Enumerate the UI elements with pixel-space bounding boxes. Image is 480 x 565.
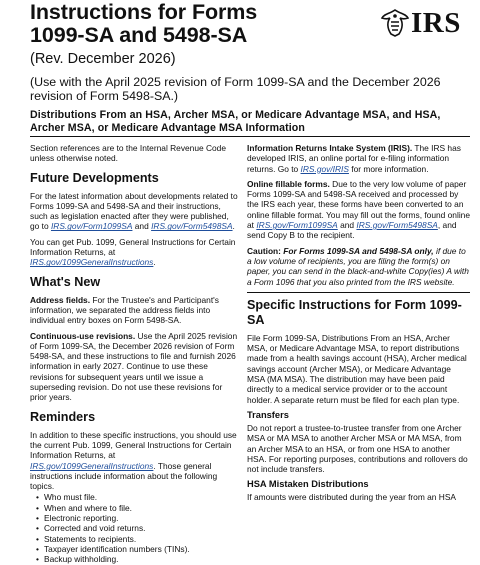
- caution-title: Caution:: [247, 245, 281, 256]
- left-column: [30, 143, 238, 565]
- address-fields-paragraph: [30, 295, 238, 326]
- header-divider: [30, 136, 470, 137]
- address-fields-title: Address fields.: [30, 294, 91, 305]
- iris-paragraph: [247, 143, 470, 174]
- whats-new-heading: What's New: [30, 274, 101, 289]
- reminders-heading: Reminders: [30, 409, 96, 424]
- continuous-use-paragraph: [30, 331, 238, 403]
- list-item: • Corrected and void returns.: [36, 523, 238, 533]
- irs-eagle-icon: [380, 8, 410, 38]
- transfers-paragraph: Do not report a trustee-to-trustee transfer from one Archer MSA or MA MSA to another Archer MSA or MA MSA, from an Archer MSA to an HSA, or from one HSA to another HSA. For reporting purposes, contributions and rollovers do not include transfers.: [247, 422, 468, 475]
- caution-bold: For Forms 1099-SA and 5498-SA only,: [280, 245, 434, 256]
- pub1099-paragraph: [30, 237, 238, 268]
- mistaken-distributions-heading: HSA Mistaken Distributions: [247, 479, 369, 490]
- continuous-use-text: Use the April 2025 revision of Form 1099-SA, the December 2026 revision of Form 5498-SA, and these instructions to file and furnish 2026 information in early 2027. Continue to use these revisions for subsequent years until we issue a superseding revision. Do not use these revisions for prior years.: [30, 330, 238, 403]
- list-item: • Who must file.: [36, 492, 238, 502]
- list-item: • Electronic reporting.: [36, 513, 238, 523]
- fillable-form1099sa-link[interactable]: IRS.gov/Form1099SA: [256, 220, 338, 231]
- section-divider: [247, 292, 470, 293]
- specific-instructions-heading: Specific Instructions for Form 1099-SA: [247, 297, 462, 327]
- iris-text: The IRS has developed IRIS, an online portal for e-filing information returns. Go to: [247, 143, 461, 174]
- iris-end: for more information.: [348, 163, 429, 174]
- fillable-forms-title: Online fillable forms.: [247, 178, 330, 189]
- reminders-text: In addition to these specific instructions, you should use the current Pub. 1099, General Instructions for Certain Information Returns, at: [30, 429, 237, 461]
- caution-paragraph: [247, 246, 470, 287]
- intro-paragraph: Section references are to the Internal Revenue Code unless otherwise noted.: [30, 143, 227, 164]
- future-developments-paragraph: [30, 191, 238, 232]
- reminders-paragraph: [30, 430, 238, 492]
- reminders-end: . Those general instructions include information about the following topics.: [30, 460, 218, 492]
- mistaken-distributions-paragraph: If amounts were distributed during the year from an HSA: [247, 492, 457, 503]
- future-developments-heading: Future Developments: [30, 170, 159, 185]
- fillable-forms-paragraph: [247, 179, 470, 241]
- transfers-heading: Transfers: [247, 409, 289, 420]
- pub1099-end: .: [153, 257, 156, 268]
- future-end: .: [232, 221, 235, 232]
- list-item: • Taxpayer identification numbers (TINs).: [36, 544, 238, 554]
- future-and: and: [132, 221, 152, 232]
- iris-title: Information Returns Intake System (IRIS).: [247, 143, 413, 153]
- continuous-use-title: Continuous-use revisions.: [30, 330, 136, 341]
- document-title-line2: 1099-SA and 5498-SA: [30, 23, 248, 47]
- specific-instructions-paragraph: File Form 1099-SA, Distributions From an HSA, Archer MSA, or Medicare Advantage MSA, to report distributions made from a health savings account (HSA), Archer medical savings account (Archer MSA), or Medicare Advantage MSA (MA MSA). The distribution may have been paid directly to a medical service provider or to the account holder. A separate return must be filed for each plan type.: [247, 332, 467, 405]
- right-column: [247, 143, 470, 508]
- fillable-form5498sa-link[interactable]: IRS.gov/Form5498SA: [356, 220, 438, 231]
- fillable-forms-text: Due to the very low volume of paper Forms 1099-SA and 5498-SA received and processed by the IRS each year, these forms have been converted to an online fillable format. You may fill out the forms, found online at: [247, 178, 470, 231]
- fillable-and: and: [337, 220, 357, 231]
- list-item: • When and where to file.: [36, 503, 238, 513]
- list-item: • Backup withholding.: [36, 554, 238, 564]
- general-instructions-link[interactable]: IRS.gov/1099GeneralInstructions: [30, 257, 154, 268]
- document-subtitle: Distributions From an HSA, Archer MSA, or Medicare Advantage MSA, and HSA, Archer MSA, or Medicare Advantage MSA Information: [30, 109, 441, 134]
- fillable-end: , and send Copy B to the recipient.: [247, 220, 457, 241]
- irs-logo-text: IRS: [411, 7, 461, 39]
- reminders-general-instructions-link[interactable]: IRS.gov/1099GeneralInstructions: [30, 460, 154, 471]
- address-fields-text: For the Trustee's and Participant's information, we separated the address fields into individual entry boxes on Form 5498-SA.: [30, 294, 219, 326]
- revision-date: (Rev. December 2026): [30, 51, 176, 67]
- future-text: For the latest information about developments related to Forms 1099-SA and 5498-SA and their instructions, such as legislation enacted after they were published, go to: [30, 190, 238, 232]
- caution-text: if due to a low volume of recipients, you are filing the form(s) on paper, you can send in the black-and-white Copy(ies) A with a Form 1096 that you also printed from the IRS website.: [247, 245, 469, 287]
- list-item: • Statements to recipients.: [36, 534, 238, 544]
- pub1099-text: You can get Pub. 1099, General Instructions for Certain Information Returns, at: [30, 236, 236, 258]
- revision-use-note: (Use with the April 2025 revision of Form 1099-SA and the December 2026 revision of Form 5498-SA.): [30, 75, 441, 103]
- irs-logo: [380, 4, 466, 44]
- form1099sa-link[interactable]: IRS.gov/Form1099SA: [50, 221, 133, 232]
- iris-link[interactable]: IRS.gov/IRIS: [300, 163, 349, 174]
- document-title-line1: Instructions for Forms: [30, 0, 258, 24]
- reminders-list: [30, 492, 238, 564]
- form5498sa-link[interactable]: IRS.gov/Form5498SA: [151, 221, 233, 232]
